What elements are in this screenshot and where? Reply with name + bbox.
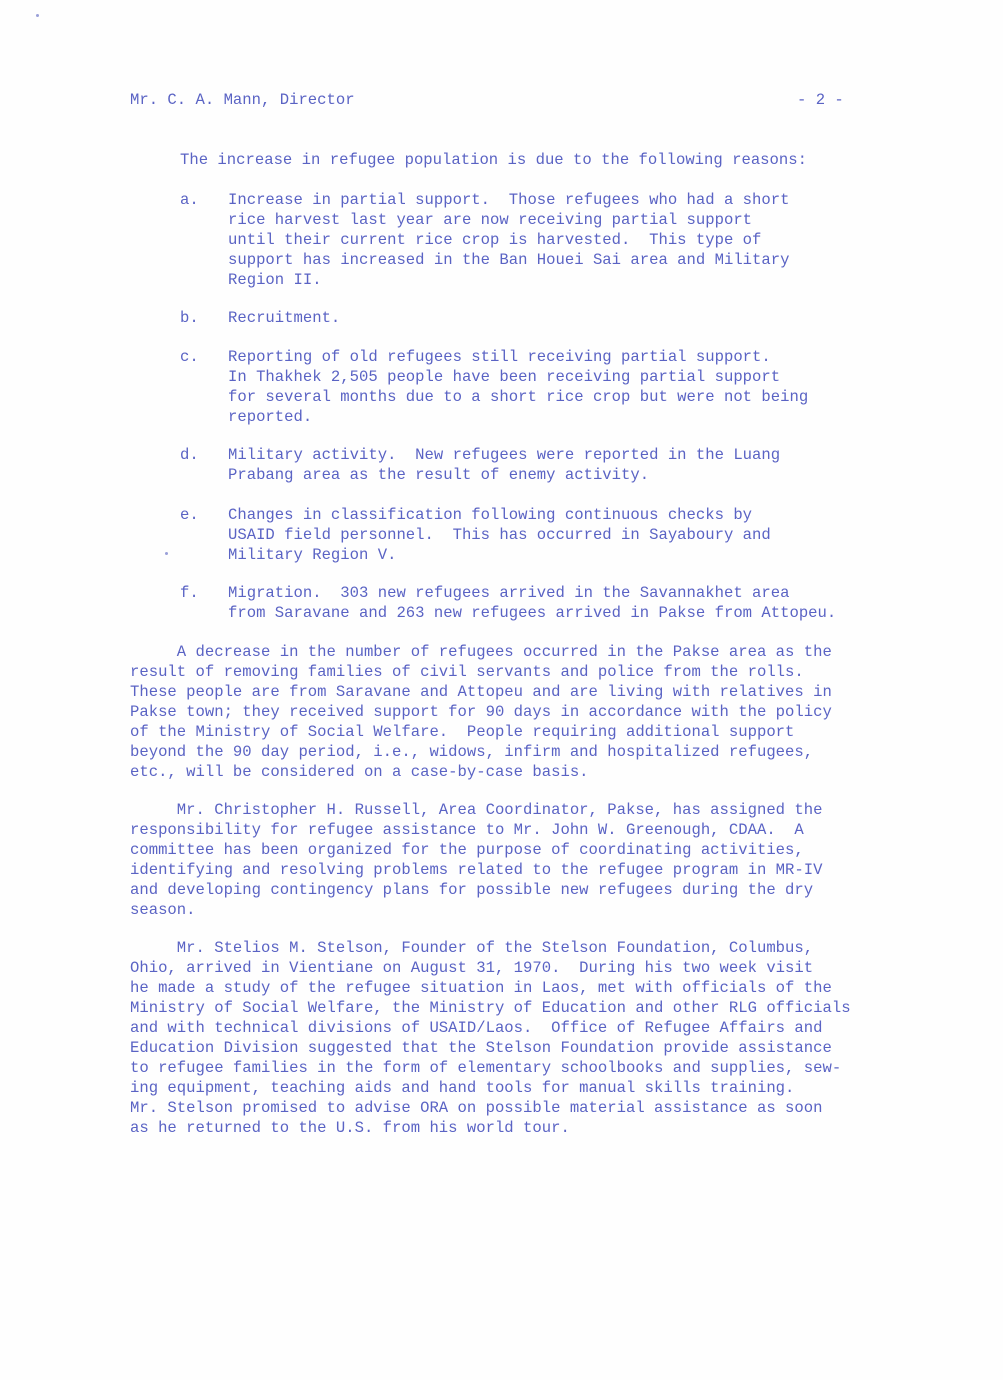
text-line: until their current rice crop is harvested. This type of [228, 231, 762, 249]
text-line: and developing contingency plans for possible new refugees during the dry [130, 881, 814, 899]
recipient-line: Mr. C. A. Mann, Director [130, 91, 355, 109]
text-line: for several months due to a short rice crop but were not being [228, 388, 809, 406]
paragraph-pakse-decrease [130, 642, 890, 782]
text-line: identifying and resolving problems related to the refugee program in MR-IV [130, 861, 823, 879]
text-line: Prabang area as the result of enemy activity. [228, 466, 650, 484]
reason-text [228, 583, 868, 623]
text-line: Mr. Stelson promised to advise ORA on possible material assistance as soon [130, 1099, 823, 1117]
text-line: season. [130, 901, 196, 919]
text-line: A decrease in the number of refugees occurred in the Pakse area as the [130, 643, 832, 661]
text-line: from Saravane and 263 new refugees arrived in Pakse from Attopeu. [228, 604, 837, 622]
reason-text [228, 347, 868, 427]
paper-speck [36, 14, 39, 17]
text-line: ing equipment, teaching aids and hand tools for manual skills training. [130, 1079, 795, 1097]
text-line: Reporting of old refugees still receiving partial support. [228, 348, 771, 366]
text-line: Region II. [228, 271, 322, 289]
text-line: In Thakhek 2,505 people have been receiving partial support [228, 368, 781, 386]
text-line: Ministry of Social Welfare, the Ministry of Education and other RLG officials [130, 999, 851, 1017]
text-line: Pakse town; they received support for 90 days in accordance with the policy [130, 703, 832, 721]
text-line: reported. [228, 408, 313, 426]
text-line: and with technical divisions of USAID/Laos. Office of Refugee Affairs and [130, 1019, 823, 1037]
text-line: committee has been organized for the purpose of coordinating activities, [130, 841, 804, 859]
text-line: he made a study of the refugee situation in Laos, met with officials of the [130, 979, 832, 997]
intro-sentence: The increase in refugee population is due to the following reasons: [180, 151, 807, 169]
text-line: Ohio, arrived in Vientiane on August 31, 1970. During his two week visit [130, 959, 814, 977]
text-line: These people are from Saravane and Attopeu and are living with relatives in [130, 683, 832, 701]
text-line: rice harvest last year are now receiving partial support [228, 211, 753, 229]
text-line: support has increased in the Ban Houei Sai area and Military [228, 251, 790, 269]
paper-speck [165, 552, 168, 555]
reason-label: c. [180, 348, 199, 366]
reason-text [228, 190, 868, 290]
reason-label: b. [180, 309, 199, 327]
text-line: result of removing families of civil servants and police from the rolls. [130, 663, 804, 681]
page-number: - 2 - [797, 91, 844, 109]
text-line: Mr. Stelios M. Stelson, Founder of the Stelson Foundation, Columbus, [130, 939, 814, 957]
paragraph-stelson-visit [130, 938, 890, 1138]
reason-label: a. [180, 191, 199, 209]
text-line: beyond the 90 day period, i.e., widows, infirm and hospitalized refugees, [130, 743, 814, 761]
text-line: etc., will be considered on a case-by-case basis. [130, 763, 589, 781]
reason-text [228, 308, 868, 328]
text-line: Mr. Christopher H. Russell, Area Coordinator, Pakse, has assigned the [130, 801, 823, 819]
text-line: responsibility for refugee assistance to Mr. John W. Greenough, CDAA. A [130, 821, 804, 839]
text-line: Migration. 303 new refugees arrived in the Savannakhet area [228, 584, 790, 602]
paragraph-area-coordinator [130, 800, 890, 920]
text-line: Military activity. New refugees were reported in the Luang [228, 446, 781, 464]
reason-text [228, 445, 868, 485]
text-line: Recruitment. [228, 309, 341, 327]
text-line: to refugee families in the form of elementary schoolbooks and supplies, sew- [130, 1059, 842, 1077]
text-line: Increase in partial support. Those refugees who had a short [228, 191, 790, 209]
text-line: Changes in classification following continuous checks by [228, 506, 753, 524]
text-line: Military Region V. [228, 546, 397, 564]
reason-label: d. [180, 446, 199, 464]
reason-label: f. [180, 584, 199, 602]
reason-label: e. [180, 506, 199, 524]
text-line: USAID field personnel. This has occurred in Sayaboury and [228, 526, 771, 544]
text-line: as he returned to the U.S. from his world tour. [130, 1119, 570, 1137]
text-line: Education Division suggested that the Stelson Foundation provide assistance [130, 1039, 832, 1057]
text-line: of the Ministry of Social Welfare. People requiring additional support [130, 723, 795, 741]
reason-text [228, 505, 868, 565]
